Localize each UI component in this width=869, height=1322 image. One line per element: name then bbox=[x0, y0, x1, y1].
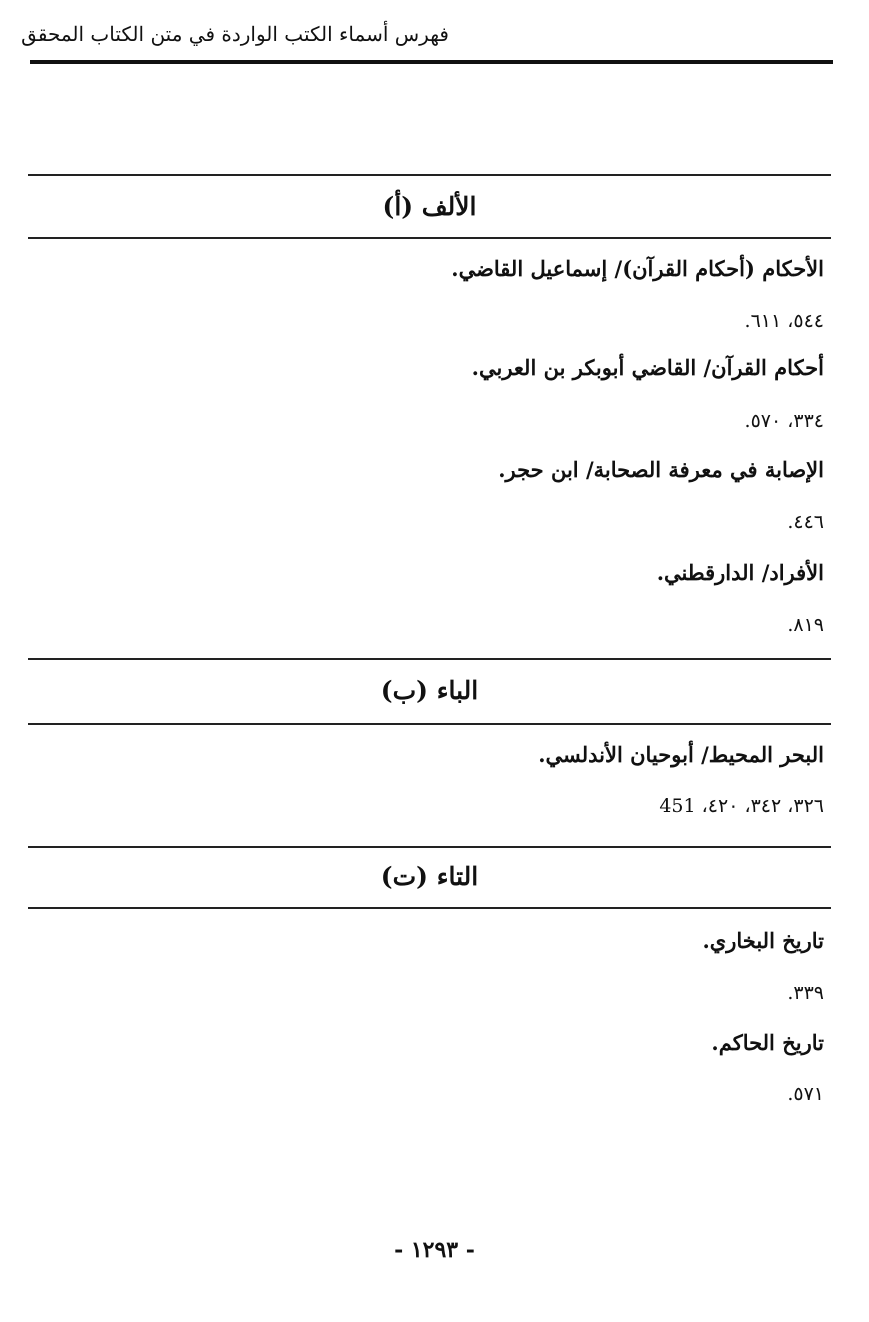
section-rule-top bbox=[28, 658, 831, 660]
entry-pages: ٨١٩. bbox=[787, 614, 824, 636]
header-rule bbox=[30, 60, 833, 64]
page-number: - ١٢٩٣ - bbox=[394, 1237, 475, 1263]
section-rule-bottom bbox=[28, 237, 831, 239]
entry-title: البحر المحيط/ أبوحيان الأندلسي. bbox=[538, 742, 824, 767]
section-rule-bottom bbox=[28, 907, 831, 909]
entry-pages: ٣٢٦، ٣٤٢، ٤٢٠، 451 bbox=[659, 795, 824, 817]
entry-title: الإصابة في معرفة الصحابة/ ابن حجر. bbox=[498, 457, 824, 482]
entry-title: تاريخ الحاكم. bbox=[711, 1030, 824, 1055]
section-title-ta: التاء (ت) bbox=[380, 862, 479, 891]
entry-title: الأفراد/ الدارقطني. bbox=[656, 560, 824, 585]
entry-pages: ٣٣٤، ٥٧٠. bbox=[744, 410, 824, 432]
section-rule-bottom bbox=[28, 723, 831, 725]
entry-pages: ٣٣٩. bbox=[787, 982, 824, 1004]
section-title-ba: الباء (ب) bbox=[380, 676, 479, 705]
running-header: فهرس أسماء الكتب الواردة في متن الكتاب المحقق bbox=[21, 22, 449, 46]
entry-title: أحكام القرآن/ القاضي أبوبكر بن العربي. bbox=[471, 355, 824, 380]
section-title-alif: الألف (أ) bbox=[382, 192, 477, 221]
section-rule-top bbox=[28, 846, 831, 848]
entry-pages: ٥٧١. bbox=[787, 1083, 824, 1105]
entry-title: الأحكام (أحكام القرآن)/ إسماعيل القاضي. bbox=[451, 256, 824, 281]
entry-pages: ٥٤٤، ٦١١. bbox=[744, 310, 824, 332]
section-rule-top bbox=[28, 174, 831, 176]
entry-pages: ٤٤٦. bbox=[787, 511, 824, 533]
entry-title: تاريخ البخاري. bbox=[702, 928, 824, 953]
